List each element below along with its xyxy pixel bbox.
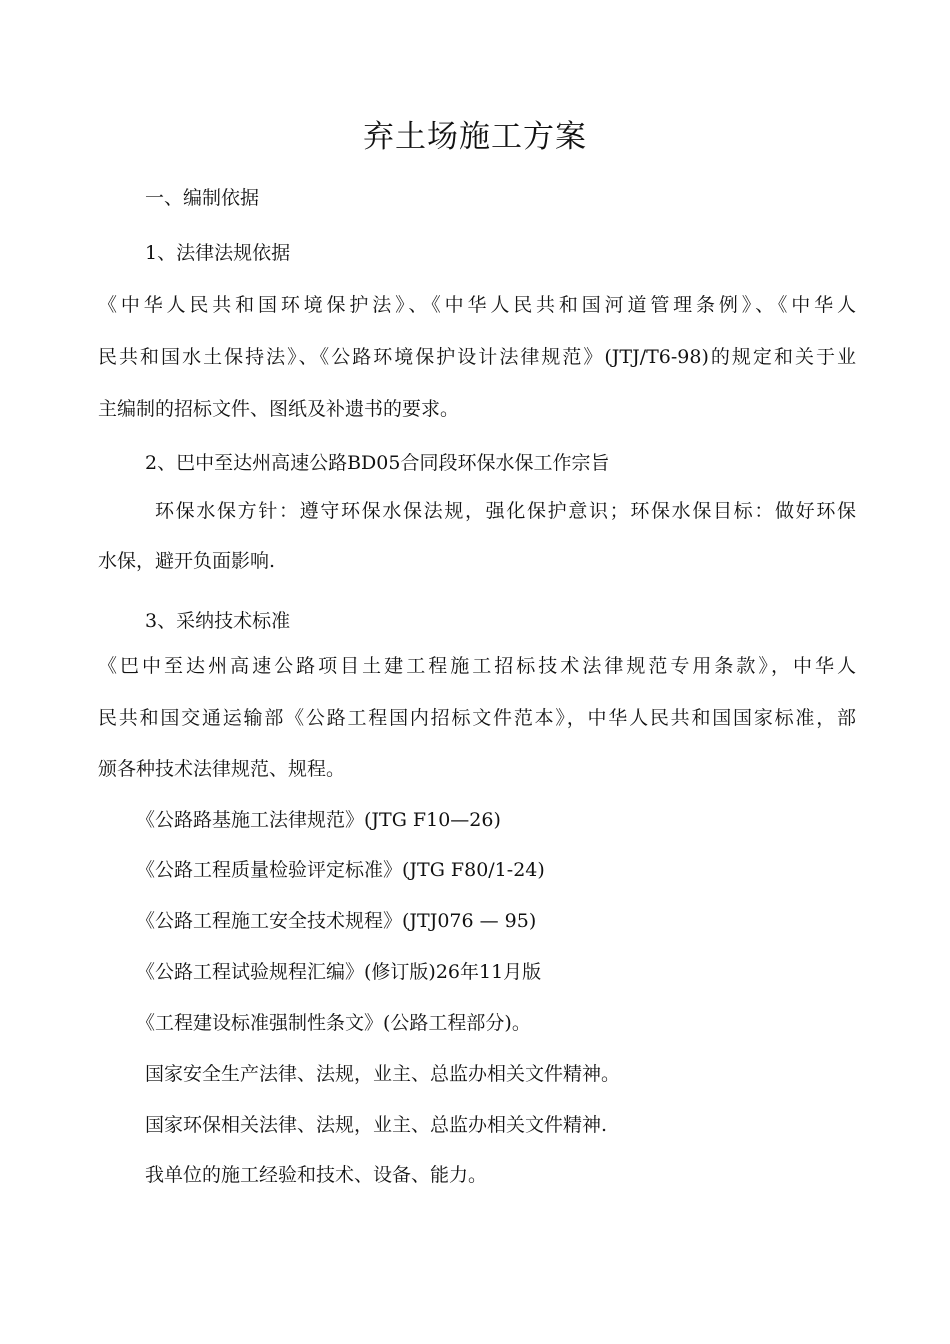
paragraph-line: 水保，避开负面影响. xyxy=(98,550,276,572)
standard-item: 《公路工程质量检验评定标准》(JTG F80/1-24) xyxy=(136,859,545,881)
paragraph-line: 环保水保方针：遵守环保水保法规，强化保护意识；环保水保目标：做好环保 xyxy=(155,500,856,522)
paragraph-line: 《中华人民共和国环境保护法》、《中华人民共和国河道管理条例》、《中华人 xyxy=(98,294,856,316)
standard-item: 《公路工程试验规程汇编》(修订版)26年11月版 xyxy=(136,961,542,983)
paragraph-line: 颁各种技术法律规范、规程。 xyxy=(98,758,346,780)
paragraph-line: 主编制的招标文件、图纸及补遗书的要求。 xyxy=(98,398,460,420)
paragraph-line: 民共和国交通运输部《公路工程国内招标文件范本》，中华人民共和国国家标准，部 xyxy=(98,707,856,729)
standard-item: 《工程建设标准强制性条文》(公路工程部分)。 xyxy=(136,1012,531,1034)
standard-item: 国家安全生产法律、法规，业主、总监办相关文件精神。 xyxy=(145,1063,621,1085)
document-title: 弃土场施工方案 xyxy=(363,119,587,155)
paragraph-line: 民共和国水土保持法》、《公路环境保护设计法律规范》(JTJ/T6-98)的规定和关于业 xyxy=(98,346,856,368)
section-heading-basis: 一、编制依据 xyxy=(145,187,260,209)
subsection-heading-purpose: 2、巴中至达州高速公路BD05合同段环保水保工作宗旨 xyxy=(145,452,610,474)
standard-item: 《公路路基施工法律规范》(JTG F10—26) xyxy=(136,809,501,831)
subsection-heading-standards: 3、采纳技术标准 xyxy=(145,610,291,632)
standard-item: 《公路工程施工安全技术规程》(JTJ076 — 95) xyxy=(136,910,537,932)
standard-item: 国家环保相关法律、法规，业主、总监办相关文件精神. xyxy=(145,1114,608,1136)
subsection-heading-laws: 1、法律法规依据 xyxy=(145,242,291,264)
paragraph-line: 《巴中至达州高速公路项目土建工程施工招标技术法律规范专用条款》，中华人 xyxy=(98,655,856,677)
standard-item: 我单位的施工经验和技术、设备、能力。 xyxy=(145,1164,488,1186)
